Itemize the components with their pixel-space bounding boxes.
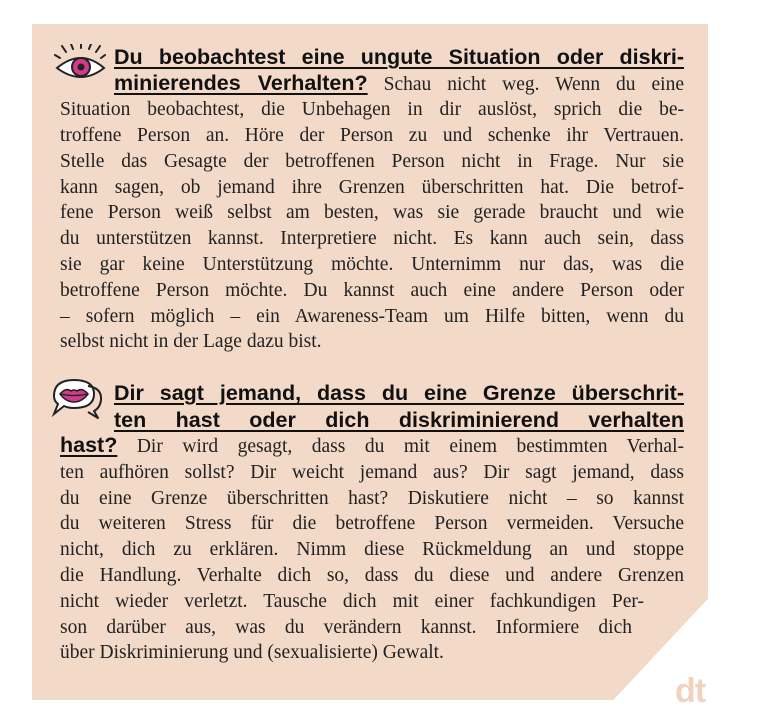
section-boundary-crossed	[60, 380, 684, 666]
body-line: fene Person weiß selbst am besten, was sie gerade braucht und wie	[60, 202, 684, 224]
body-text: Schau nicht weg. Wenn du eine	[383, 73, 684, 95]
body-line: Stelle das Gesagte der betroffenen Person nicht in Frage. Nur sie	[60, 150, 684, 172]
section-heading-line: hast?	[60, 433, 118, 457]
body-line: du eine Grenze überschritten hast? Diskutiere nicht – so kannst	[60, 487, 684, 509]
section-body	[60, 71, 684, 356]
body-line: son darüber aus, was du verändern kannst. Informiere dich	[60, 616, 632, 638]
body-line	[60, 71, 684, 98]
body-line: nicht wieder verletzt. Tausche dich mit einer fachkundigen Per-	[60, 590, 644, 612]
brand-logo: dt	[675, 672, 706, 710]
body-line: nicht, dich zu erklären. Nimm diese Rückmeldung an und stoppe	[60, 539, 684, 561]
section-heading-line: minierendes Verhalten?	[114, 70, 368, 95]
body-line: ten aufhören sollst? Dir weicht jemand aus? Dir sagt jemand, dass	[60, 461, 684, 483]
body-line: du unterstützen kannst. Interpretiere nicht. Es kann auch sein, dass	[60, 228, 684, 250]
section-body	[60, 433, 684, 666]
section-observe	[60, 44, 684, 355]
section-heading-line: Du beobachtest eine ungute Situation oder diskri-	[114, 45, 684, 69]
body-text: Dir wird gesagt, dass du mit einem bestimmten Verhal-	[136, 436, 684, 457]
body-line: troffene Person an. Höre der Person zu und schenke ihr Vertrauen.	[60, 125, 684, 147]
body-line: sie gar keine Unterstützung möchte. Unternimm nur das, was die	[60, 254, 684, 276]
body-line: Situation beobachtest, die Unbehagen in dir auslöst, sprich die be-	[60, 99, 684, 121]
body-line: die Handlung. Verhalte dich so, dass du diese und andere Grenzen	[60, 564, 684, 586]
section-heading-line: ten hast oder dich diskriminierend verhalten	[114, 407, 684, 432]
body-line: über Diskriminierung und (sexualisierte) Gewalt.	[60, 642, 444, 664]
body-line: kann sagen, ob jemand ihre Grenzen überschritten hat. Die betrof-	[60, 176, 684, 198]
body-line: selbst nicht in der Lage dazu bist.	[60, 331, 322, 353]
body-line: betroffene Person möchte. Du kannst auch eine andere Person oder	[60, 279, 684, 301]
body-line: du weiteren Stress für die betroffene Person vermeiden. Versuche	[60, 513, 684, 535]
body-line	[60, 433, 684, 460]
body-line: – sofern möglich – ein Awareness-Team um Hilfe bitten, wenn du	[60, 305, 684, 327]
section-heading-line: Dir sagt jemand, dass du eine Grenze überschrit-	[114, 381, 684, 405]
